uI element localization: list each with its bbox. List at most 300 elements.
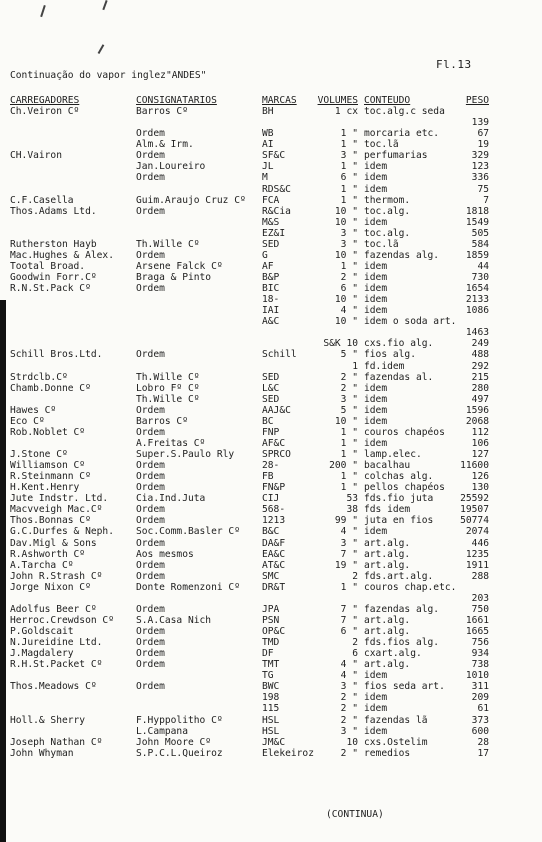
table-row — [0, 737, 542, 748]
cell-contents: idem o soda art. — [364, 316, 457, 328]
table-row — [0, 139, 542, 150]
cell-marks: BIC — [262, 283, 280, 295]
cell-weight: 373 — [471, 714, 489, 726]
cell-volumes: 1 " — [340, 581, 358, 593]
cell-shipper: R.H.St.Packet Cº — [10, 659, 103, 671]
cell-marks: TMD — [262, 637, 280, 649]
cell-volumes: 1 " — [340, 161, 358, 173]
table-row — [0, 128, 542, 139]
cell-contents: fd.idem — [364, 360, 405, 372]
cell-volumes: 2 " — [340, 382, 358, 394]
table-row — [0, 427, 542, 438]
cell-volumes: 10 " — [334, 415, 358, 427]
cell-shipper: Holl.& Sherry — [10, 714, 86, 726]
cell-volumes: 10 " — [334, 294, 358, 306]
table-row — [0, 283, 542, 294]
cell-weight: 1818 — [465, 205, 489, 217]
cell-consignee: Jan.Loureiro — [136, 161, 206, 173]
cell-marks: AF&C — [262, 437, 286, 449]
cell-weight: 497 — [471, 393, 489, 405]
cell-shipper: Dav.Migl & Sons — [10, 537, 97, 549]
cell-consignee: Ordem — [136, 648, 165, 660]
table-row — [0, 250, 542, 261]
table-body — [0, 106, 542, 759]
cell-marks: FCA — [262, 194, 280, 206]
cell-weight: 75 — [477, 183, 489, 195]
cell-consignee: Guim.Araujo Cruz Cº — [136, 194, 246, 206]
table-row — [0, 150, 542, 161]
cell-consignee: Barros Cº — [136, 106, 188, 118]
cell-volumes: 1 " — [340, 128, 358, 140]
cell-volumes: 2 " — [340, 692, 358, 704]
cell-consignee: S.A.Casa Nich — [136, 614, 212, 626]
table-row — [0, 526, 542, 537]
cell-contents: fazendas alg. — [364, 249, 440, 261]
cell-volumes: 6 " — [340, 172, 358, 184]
table-row — [0, 405, 542, 416]
cell-marks: R&Cia — [262, 205, 291, 217]
table-row — [0, 305, 542, 316]
cell-contents: idem — [364, 526, 388, 538]
cell-consignee: Ordem — [136, 603, 165, 615]
table-row — [0, 504, 542, 515]
cell-weight: 2074 — [465, 526, 489, 538]
cell-contents: toc.alg. — [364, 205, 411, 217]
cell-volumes: 4 " — [340, 670, 358, 682]
cell-contents: lamp.elec. — [364, 449, 422, 460]
table-row — [0, 195, 542, 206]
table-row — [0, 681, 542, 692]
cell-contents: cxs.Ostelim — [364, 736, 428, 748]
cell-consignee: Ordem — [136, 150, 165, 162]
cell-volumes: 4 " — [340, 305, 358, 317]
cell-consignee: Ordem — [136, 681, 165, 693]
cell-marks: TG — [262, 670, 274, 682]
cell-weight: 1086 — [465, 305, 489, 317]
table-row — [0, 206, 542, 217]
cell-weight: 44 — [477, 260, 489, 272]
cell-shipper: Joseph Nathan Cº — [10, 736, 103, 748]
cell-volumes: 1 " — [340, 482, 358, 494]
cell-volumes: 2 " — [340, 714, 358, 726]
cell-marks: BH — [262, 106, 274, 118]
cell-weight: 1859 — [465, 249, 489, 261]
cell-marks: SED — [262, 393, 280, 405]
cell-shipper: Adolfus Beer Cº — [10, 603, 97, 615]
cell-contents: art.alg. — [364, 659, 411, 671]
cell-weight: 488 — [471, 349, 489, 361]
cell-weight: 7 — [483, 194, 489, 206]
table-row — [0, 726, 542, 737]
cell-volumes: 10 — [346, 736, 358, 748]
cell-contents: fios seda art. — [364, 681, 445, 693]
cell-marks: SED — [262, 238, 280, 250]
page-heading: Continuação do vapor inglez"ANDES" — [10, 70, 207, 81]
cell-weight: 446 — [471, 537, 489, 549]
cell-contents: remedios — [364, 747, 411, 759]
cell-weight: 730 — [471, 272, 489, 283]
table-row — [0, 604, 542, 615]
cell-shipper: R.N.St.Pack Cº — [10, 283, 91, 295]
cell-volumes: 2 " — [340, 371, 358, 383]
cell-marks: SPRCO — [262, 449, 291, 460]
cell-marks: BWC — [262, 681, 280, 693]
cell-marks: AI — [262, 139, 274, 151]
cell-marks: Schill — [262, 349, 297, 361]
table-row — [0, 538, 542, 549]
cell-contents: idem — [364, 272, 388, 283]
table-row — [0, 372, 542, 383]
table-row — [0, 172, 542, 183]
cell-consignee: Ordem — [136, 515, 165, 527]
table-row — [0, 748, 542, 759]
cell-consignee: Ordem — [136, 537, 165, 549]
cell-marks: DF — [262, 648, 274, 660]
cell-weight: 112 — [471, 426, 489, 438]
cell-shipper: P.Goldscait — [10, 626, 74, 637]
cell-volumes: 1 " — [340, 183, 358, 195]
cell-marks: B&C — [262, 526, 280, 538]
table-row — [0, 637, 542, 648]
cell-volumes: 1 — [352, 360, 358, 372]
cell-weight: 934 — [471, 648, 489, 660]
cell-weight: 126 — [471, 471, 489, 483]
cell-volumes: 6 — [352, 648, 358, 660]
cell-volumes: 1 " — [340, 194, 358, 206]
cell-contents: idem — [364, 382, 388, 394]
cell-shipper: Thos.Meadows Cº — [10, 681, 97, 693]
cell-marks: TMT — [262, 659, 280, 671]
cell-volumes: 4 " — [340, 659, 358, 671]
cell-contents: cxart.alg. — [364, 648, 422, 660]
cell-contents: colchas alg. — [364, 471, 434, 483]
cell-volumes: 7 " — [340, 548, 358, 560]
cell-consignee: Cia.Ind.Juta — [136, 493, 206, 505]
cell-marks: M — [262, 172, 268, 184]
cell-contents: fazendas lã — [364, 714, 428, 726]
table-row — [0, 228, 542, 239]
cell-contents: fds idem — [364, 504, 411, 516]
cell-weight: 1235 — [465, 548, 489, 560]
cell-contents: fds.fio juta — [364, 493, 434, 505]
cell-marks: PSN — [262, 614, 280, 626]
table-row — [0, 394, 542, 405]
cell-consignee: Barros Cº — [136, 415, 188, 427]
cell-marks: A&C — [262, 316, 280, 328]
cell-weight: 61 — [477, 703, 489, 715]
cell-consignee: Braga & Pinto — [136, 272, 212, 283]
cell-contents: morcaria etc. — [364, 128, 440, 140]
cell-contents: idem — [364, 183, 388, 195]
cell-volumes: 3 " — [340, 238, 358, 250]
cell-consignee: F.Hyppolitho Cº — [136, 714, 223, 726]
table-row — [0, 482, 542, 493]
table-row — [0, 659, 542, 670]
cell-shipper: Eco Cº — [10, 415, 45, 427]
cell-shipper: Herroc.Crewdson Cº — [10, 614, 114, 626]
cell-marks: FB — [262, 471, 274, 483]
cell-marks: Elekeiroz — [262, 747, 314, 759]
cell-consignee: Ordem — [136, 482, 165, 494]
cell-contents: fazendas alg. — [364, 603, 440, 615]
cell-consignee: Ordem — [136, 426, 165, 438]
cell-contents: toc.alg.c seda — [364, 106, 445, 118]
table-row — [0, 217, 542, 228]
header-volumes: VOLUMES — [317, 95, 358, 106]
cell-weight: 280 — [471, 382, 489, 394]
cell-marks: HSL — [262, 714, 280, 726]
cell-contents: bacalhau — [364, 460, 411, 472]
cell-consignee: Ordem — [136, 205, 165, 217]
cell-weight: 738 — [471, 659, 489, 671]
cell-weight: 1654 — [465, 283, 489, 295]
cell-weight: 1463 — [465, 327, 489, 339]
table-row — [0, 560, 542, 571]
cell-marks: 198 — [262, 692, 280, 704]
cell-marks: AT&C — [262, 559, 286, 571]
cell-shipper: John R.Strash Cº — [10, 570, 103, 582]
cell-shipper: Rutherston Hayb — [10, 238, 97, 250]
cell-marks: JPA — [262, 603, 280, 615]
cell-weight: 1665 — [465, 626, 489, 637]
cell-weight: 203 — [471, 592, 489, 604]
cell-consignee: Ordem — [136, 659, 165, 671]
cell-volumes: 3 " — [340, 227, 358, 239]
cell-weight: 11600 — [460, 460, 489, 472]
cell-volumes: 1 " — [340, 139, 358, 151]
cell-contents: cxs.fio alg. — [364, 338, 434, 350]
cell-contents: toc.alg. — [364, 227, 411, 239]
cell-contents: perfumarias — [364, 150, 428, 162]
header-shipper: CARREGADORES — [10, 95, 80, 106]
cell-marks: M&S — [262, 216, 280, 228]
cell-volumes: 1 " — [340, 426, 358, 438]
cell-weight: 1661 — [465, 614, 489, 626]
cell-contents: idem — [364, 415, 388, 427]
cell-shipper: Jorge Nixon Cº — [10, 581, 91, 593]
cell-marks: 568- — [262, 504, 286, 516]
cell-shipper: C.F.Casella — [10, 194, 74, 206]
table-row — [0, 416, 542, 427]
cell-marks: SED — [262, 371, 280, 383]
cell-weight: 19 — [477, 139, 489, 151]
cell-consignee: Ordem — [136, 349, 165, 361]
cell-weight: 209 — [471, 692, 489, 704]
cell-contents: fds.fios alg. — [364, 637, 440, 649]
cell-volumes: 4 " — [340, 526, 358, 538]
cell-consignee: Ordem — [136, 460, 165, 472]
table-row — [0, 515, 542, 526]
table-row — [0, 615, 542, 626]
cell-volumes: 2 — [352, 570, 358, 582]
cell-contents: toc.lã — [364, 238, 399, 250]
cell-contents: idem — [364, 216, 388, 228]
cell-volumes: S&K 10 — [323, 338, 358, 350]
cell-consignee: Ordem — [136, 570, 165, 582]
pencil-mark — [102, 0, 107, 10]
cell-contents: idem — [364, 437, 388, 449]
cell-consignee: Soc.Comm.Basler Cº — [136, 526, 240, 538]
cell-marks: DA&F — [262, 537, 286, 549]
table-row — [0, 294, 542, 305]
cell-weight: 336 — [471, 172, 489, 184]
cell-shipper: J.Magdalery — [10, 648, 74, 660]
cell-shipper: Thos.Bonnas Cº — [10, 515, 91, 527]
cell-weight: 292 — [471, 360, 489, 372]
cell-contents: idem — [364, 393, 388, 405]
cell-marks: DR&T — [262, 581, 286, 593]
cell-shipper: Thos.Adams Ltd. — [10, 205, 97, 217]
table-row — [0, 670, 542, 681]
cell-weight: 1010 — [465, 670, 489, 682]
cell-marks: JL — [262, 161, 274, 173]
cell-volumes: 10 " — [334, 316, 358, 328]
cell-consignee: Super.S.Paulo Rly — [136, 449, 235, 460]
cell-weight: 1549 — [465, 216, 489, 228]
table-row — [0, 692, 542, 703]
cell-weight: 750 — [471, 603, 489, 615]
cell-marks: IAI — [262, 305, 280, 317]
cell-shipper: Mac.Hughes & Alex. — [10, 249, 114, 261]
cell-contents: idem — [364, 161, 388, 173]
cell-weight: 28 — [477, 736, 489, 748]
cell-contents: idem — [364, 172, 388, 184]
cell-contents: art.alg. — [364, 614, 411, 626]
cell-contents: couros chap.etc. — [364, 581, 457, 593]
cell-shipper: A.Tarcha Cº — [10, 559, 74, 571]
table-row — [0, 703, 542, 714]
cell-contents: idem — [364, 283, 388, 295]
table-row — [0, 593, 542, 604]
table-row — [0, 438, 542, 449]
cell-marks: AF — [262, 260, 274, 272]
table-row — [0, 582, 542, 593]
cell-weight: 249 — [471, 338, 489, 350]
cell-weight: 127 — [471, 449, 489, 460]
table-row — [0, 316, 542, 327]
cell-weight: 1911 — [465, 559, 489, 571]
table-row — [0, 626, 542, 637]
cell-contents: thermom. — [364, 194, 411, 206]
cell-contents: art.alg. — [364, 537, 411, 549]
cell-volumes: 2 — [352, 637, 358, 649]
cell-marks: CIJ — [262, 493, 280, 505]
cell-weight: 50774 — [460, 515, 489, 527]
cell-consignee: Aos mesmos — [136, 548, 194, 560]
cell-weight: 288 — [471, 570, 489, 582]
cell-volumes: 6 " — [340, 626, 358, 637]
table-row — [0, 493, 542, 504]
cell-volumes: 5 " — [340, 349, 358, 361]
cell-consignee: Ordem — [136, 128, 165, 140]
cell-shipper: Strdclb.Cº — [10, 371, 68, 383]
cell-volumes: 2 " — [340, 272, 358, 283]
cell-contents: art.alg. — [364, 559, 411, 571]
cell-weight: 130 — [471, 482, 489, 494]
pencil-mark — [40, 5, 45, 17]
cell-shipper: Chamb.Donne Cº — [10, 382, 91, 394]
cell-marks: BC — [262, 415, 274, 427]
cell-volumes: 1 " — [340, 471, 358, 483]
cell-shipper: Goodwin Forr.Cº — [10, 272, 97, 283]
cell-volumes: 3 " — [340, 537, 358, 549]
cell-shipper: Jute Indstr. Ltd. — [10, 493, 109, 505]
cell-weight: 67 — [477, 128, 489, 140]
cell-consignee: Ordem — [136, 471, 165, 483]
cell-consignee: Donte Romenzoni Cº — [136, 581, 240, 593]
cell-consignee: Ordem — [136, 283, 165, 295]
folio-number: Fl.13 — [436, 58, 472, 71]
table-row — [0, 549, 542, 560]
cell-contents: idem — [364, 404, 388, 416]
cell-shipper: Ch.Veiron Cº — [10, 106, 80, 118]
cell-contents: idem — [364, 294, 388, 306]
cell-contents: juta en fios — [364, 515, 434, 527]
cell-weight: 311 — [471, 681, 489, 693]
cell-marks: EZ&I — [262, 227, 286, 239]
cell-consignee: Arsene Falck Cº — [136, 260, 223, 272]
cell-volumes: 10 " — [334, 249, 358, 261]
cell-marks: 115 — [262, 703, 280, 715]
table-header — [0, 95, 542, 106]
cell-marks: RDS&C — [262, 183, 291, 195]
table-row — [0, 239, 542, 250]
cell-volumes: 10 " — [334, 205, 358, 217]
cell-volumes: 38 — [346, 504, 358, 516]
cell-marks: L&C — [262, 382, 280, 394]
cell-consignee: Ordem — [136, 172, 165, 184]
cell-consignee: Alm.& Irm. — [136, 139, 194, 151]
table-row — [0, 449, 542, 460]
cell-contents: art.alg. — [364, 548, 411, 560]
table-row — [0, 272, 542, 283]
cell-weight: 25592 — [460, 493, 489, 505]
cell-contents: idem — [364, 703, 388, 715]
cell-consignee: Ordem — [136, 249, 165, 261]
cell-volumes: 2 " — [340, 703, 358, 715]
table-row — [0, 460, 542, 471]
cell-marks: B&P — [262, 272, 280, 283]
cell-consignee: Ordem — [136, 559, 165, 571]
cell-marks: AAJ&C — [262, 404, 291, 416]
table-row — [0, 715, 542, 726]
cell-contents: idem — [364, 725, 388, 737]
cell-weight: 17 — [477, 747, 489, 759]
manifest-table — [0, 95, 542, 759]
cell-weight: 123 — [471, 161, 489, 173]
cell-consignee: Ordem — [136, 626, 165, 637]
cell-weight: 106 — [471, 437, 489, 449]
table-row — [0, 648, 542, 659]
header-marks: MARCAS — [262, 95, 297, 106]
cell-marks: 18- — [262, 294, 280, 306]
cell-contents: art.alg. — [364, 626, 411, 637]
cell-shipper: R.Ashworth Cº — [10, 548, 86, 560]
cell-shipper: G.C.Durfes & Neph. — [10, 526, 114, 538]
cell-weight: 2068 — [465, 415, 489, 427]
cell-weight: 505 — [471, 227, 489, 239]
cell-contents: idem — [364, 260, 388, 272]
cell-marks: JM&C — [262, 736, 286, 748]
cell-volumes: 2 " — [340, 747, 358, 759]
cell-contents: pellos chapéos — [364, 482, 445, 494]
table-row — [0, 338, 542, 349]
cell-marks: SMC — [262, 570, 280, 582]
table-row — [0, 184, 542, 195]
cell-marks: 1213 — [262, 515, 286, 527]
table-row — [0, 327, 542, 338]
cell-consignee: L.Campana — [136, 725, 188, 737]
